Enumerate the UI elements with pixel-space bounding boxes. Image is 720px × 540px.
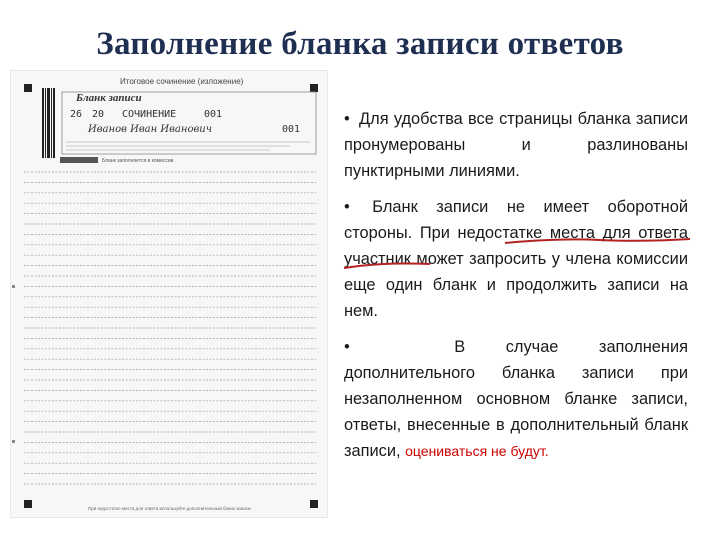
- section-label: Бланк заполняется в комиссии: [102, 158, 174, 164]
- corner-marker-icon: [24, 84, 32, 92]
- page-number: 001: [282, 124, 301, 135]
- participant-name: Иванов Иван Иванович: [88, 124, 212, 135]
- subject-code: 20: [92, 109, 105, 120]
- bullet-text: В случае заполнения дополнительного бланка записи при незаполненном основном бланке записи, ответы, внесенные в дополнительный бланк записи,: [344, 338, 689, 460]
- slide-title: Заполнение бланка записи ответов: [96, 26, 624, 62]
- work-type: СОЧИНЕНИЕ: [122, 109, 177, 120]
- form-number: 001: [204, 109, 223, 120]
- corner-marker-icon: [310, 500, 318, 508]
- bullet-item: [344, 334, 688, 464]
- stamp-block: [60, 157, 98, 163]
- bullet-list: [344, 106, 688, 470]
- form-title: Бланк записи: [76, 92, 142, 104]
- form-footer: При недостатке места для ответа используйте дополнительный бланк записи: [88, 506, 251, 511]
- region-code: 26: [70, 109, 83, 120]
- barcode-icon: [42, 88, 55, 158]
- bullet-icon: •: [344, 110, 350, 128]
- bullet-text: Бланк записи не имеет оборотной стороны. При недостатке места для ответа участник может запросить у члена комиссии еще один бланк и продолжить записи на нем.: [344, 198, 688, 320]
- corner-marker-icon: [24, 500, 32, 508]
- bullet-item: [344, 106, 688, 184]
- form-header: Итоговое сочинение (изложение): [120, 77, 244, 86]
- bullet-text: Для удобства все страницы бланка записи пронумерованы и разлинованы пунктирными линиями.: [344, 110, 688, 180]
- bullet-icon: •: [344, 198, 350, 216]
- bullet-icon: •: [344, 338, 350, 356]
- emphasis-text: оцениваться не будут.: [405, 443, 549, 459]
- bullet-item: [344, 194, 688, 324]
- corner-marker-icon: [310, 84, 318, 92]
- answer-form-image: [10, 70, 328, 518]
